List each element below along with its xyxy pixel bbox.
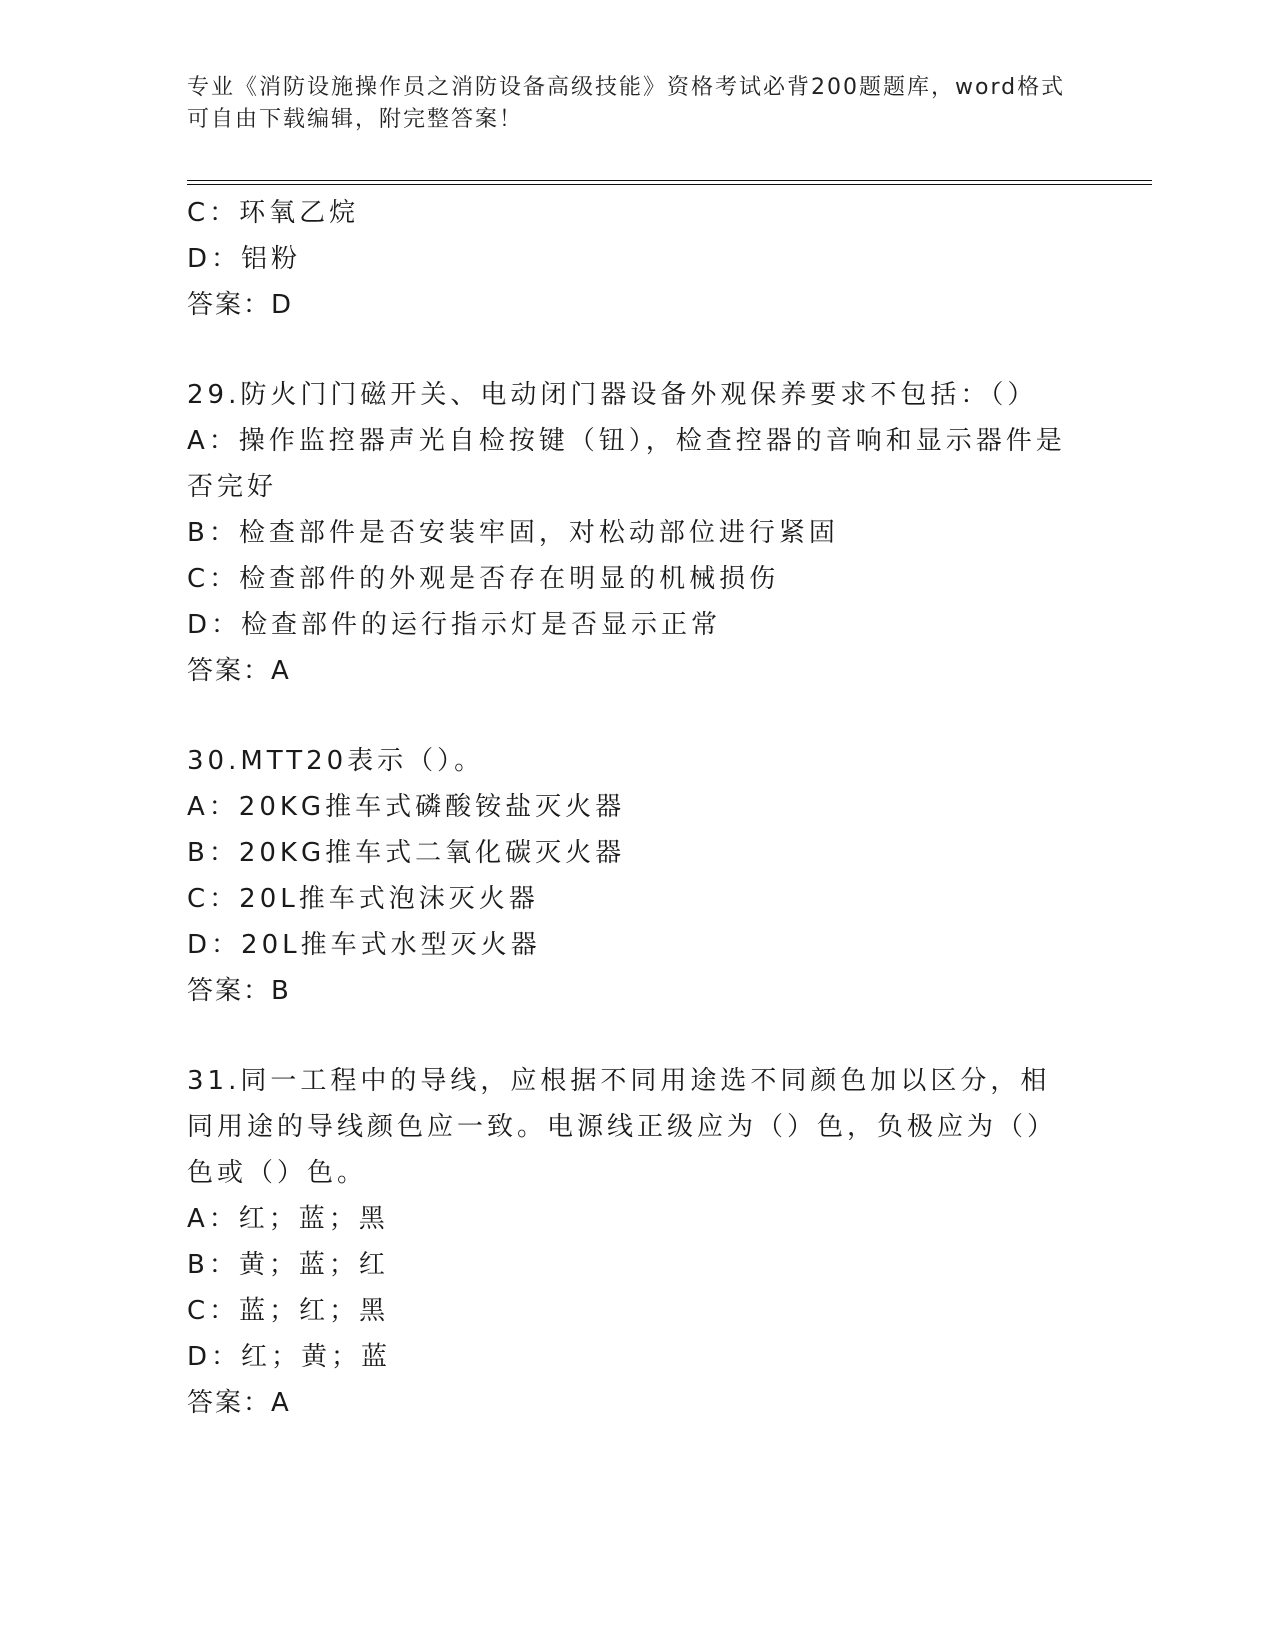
option-d: D：铝粉	[187, 244, 302, 274]
option-c: C：20L推车式泡沫灭火器	[187, 884, 539, 914]
answer-line: 答案：A	[187, 1388, 291, 1418]
option-a: A：红；蓝；黑	[187, 1204, 389, 1234]
option-c: C：蓝；红；黑	[187, 1296, 390, 1326]
option-a: A：20KG推车式磷酸铵盐灭火器	[187, 792, 626, 822]
option-c: C：环氧乙烷	[187, 198, 360, 228]
header-rule-top	[187, 180, 1152, 181]
option-b: B：检查部件是否安装牢固，对松动部位进行紧固	[187, 518, 839, 548]
prev-question-block	[187, 190, 1067, 328]
question-29	[187, 372, 1067, 694]
answer-line: 答案：A	[187, 656, 291, 686]
option-b: B：20KG推车式二氧化碳灭火器	[187, 838, 626, 868]
option-a: A：操作监控器声光自检按键（钮），检查控器的音响和显示器件是否完好	[187, 426, 1066, 502]
question-stem: 29.防火门门磁开关、电动闭门器设备外观保养要求不包括：（）	[187, 380, 1038, 410]
header-rule-bottom	[187, 184, 1152, 185]
question-30	[187, 738, 1067, 1014]
answer-line: 答案：B	[187, 976, 291, 1006]
question-stem: 30.MTT20表示（）。	[187, 746, 485, 776]
option-d: D：红；黄；蓝	[187, 1342, 392, 1372]
answer-line: 答案：D	[187, 290, 294, 320]
question-content	[187, 190, 1067, 1426]
question-stem: 31.同一工程中的导线，应根据不同用途选不同颜色加以区分，相同用途的导线颜色应一致。电源线正级应为（）色，负极应为（）色或（）色。	[187, 1066, 1058, 1188]
document-header: 专业《消防设施操作员之消防设备高级技能》资格考试必背200题题库，word格式可自由下载编辑，附完整答案！	[187, 75, 1066, 132]
option-b: B：黄；蓝；红	[187, 1250, 389, 1280]
option-d: D：20L推车式水型灭火器	[187, 930, 541, 960]
option-d: D：检查部件的运行指示灯是否显示正常	[187, 610, 722, 640]
option-c: C：检查部件的外观是否存在明显的机械损伤	[187, 564, 780, 594]
question-31	[187, 1058, 1067, 1426]
